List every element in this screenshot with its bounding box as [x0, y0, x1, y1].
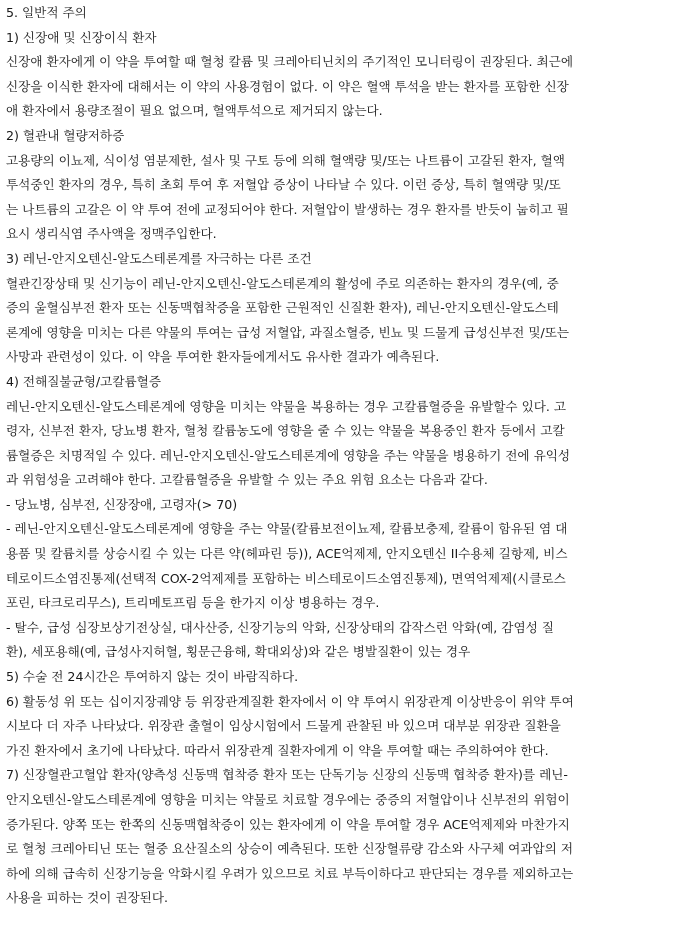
bullet-item: - 레닌-안지오텐신-알도스테론계에 영향을 주는 약물(칼륨보전이뇨제, 칼륨보충제, 칼륨이 함유된 염 대	[6, 521, 568, 537]
body-text-line: 증가된다. 양쪽 또는 한쪽의 신동맥협착증이 있는 환자에게 이 약을 투여할 경우 ACE억제제와 마찬가지	[6, 816, 570, 832]
body-text-line: 령자, 신부전 환자, 당뇨병 환자, 혈청 칼륨농도에 영향을 줄 수 있는 약물을 복용중인 환자 등에서 고칼	[6, 423, 565, 439]
subsection-heading: 5) 수술 전 24시간은 투여하지 않는 것이 바람직하다.	[6, 669, 299, 685]
body-text-line: 신장을 이식한 환자에 대해서는 이 약의 사용경험이 없다. 이 약은 혈액 투석을 받는 환자를 포함한 신장	[6, 78, 569, 94]
subsection-heading: 1) 신장애 및 신장이식 환자	[6, 29, 157, 45]
subsection-heading: 4) 전해질불균형/고칼륨혈증	[6, 373, 161, 389]
body-text-line: 혈관긴장상태 및 신기능이 레닌-안지오텐신-알도스테론계의 활성에 주로 의존하는 환자의 경우(예, 중	[6, 275, 559, 291]
body-text-line: 애 환자에서 용량조절이 필요 없으며, 혈액투석으로 제거되지 않는다.	[6, 103, 383, 119]
body-text-line: 시보다 더 자주 나타났다. 위장관 출혈이 임상시험에서 드물게 관찰된 바 있으며 대부분 위장관 질환을	[6, 718, 561, 734]
body-text-line: 테로이드소염진통제(선택적 COX-2억제제를 포함하는 비스테로이드소염진통제), 면역억제제(시클로스	[6, 570, 566, 586]
subsection-heading: 3) 레닌-안지오텐신-알도스테론계를 자극하는 다른 조건	[6, 250, 312, 266]
subsection-heading: 2) 혈관내 혈량저하증	[6, 127, 125, 143]
body-text-line: 는 나트륨의 고갈은 이 약 투여 전에 교정되어야 한다. 저혈압이 발생하는 경우 환자를 반듯이 눕히고 필	[6, 201, 569, 217]
body-text-line: 증의 울혈심부전 환자 또는 신동맥협착증을 포함한 근원적인 신질환 환자), 레닌-안지오텐신-알도스테	[6, 300, 559, 316]
body-text-line: 7) 신장혈관고혈압 환자(양측성 신동맥 협착증 환자 또는 단독기능 신장의 신동맥 협착증 환자)를 레닌-	[6, 767, 568, 783]
body-text-line: 사용을 피하는 것이 권장된다.	[6, 890, 168, 906]
section-heading: 5. 일반적 주의	[6, 5, 87, 20]
body-text-line: 과 위험성을 고려해야 한다. 고칼륨혈증을 유발할 수 있는 주요 위험 요소는 다음과 같다.	[6, 472, 488, 488]
body-text-line: 론계에 영향을 미치는 다른 약물의 투여는 급성 저혈압, 과질소혈증, 빈뇨 및 드물게 급성신부전 및/또는	[6, 324, 570, 340]
bullet-item: - 탈수, 급성 심장보상기전상실, 대사산증, 신장기능의 악화, 신장상태의 갑작스런 악화(예, 감염성 질	[6, 619, 554, 635]
body-text-line: 레닌-안지오텐신-알도스테론계에 영향을 미치는 약물을 복용하는 경우 고칼륨혈증을 유발할수 있다. 고	[6, 398, 567, 414]
body-text-line: 용품 및 칼륨치를 상승시킬 수 있는 다른 약(헤파린 등)), ACE억제제, 안지오텐신 II수용체 길항제, 비스	[6, 546, 568, 562]
body-text-line: 환), 세포용해(예, 급성사지허혈, 횡문근융해, 확대외상)와 같은 병발질환이 있는 경우	[6, 644, 471, 660]
body-text-line: 가진 환자에서 초기에 나타났다. 따라서 위장관계 질환자에게 이 약을 투여할 때는 주의하여야 한다.	[6, 742, 549, 758]
body-text-line: 사망과 관련성이 있다. 이 약을 투여한 환자들에게서도 유사한 결과가 예측된다.	[6, 349, 440, 365]
body-text-line: 6) 활동성 위 또는 십이지장궤양 등 위장관계질환 환자에서 이 약 투여시 위장관계 이상반응이 위약 투여	[6, 693, 574, 709]
body-text-line: 투석중인 환자의 경우, 특히 초회 투여 후 저혈압 증상이 나타날 수 있다. 이런 증상, 특히 혈액량 및/또	[6, 177, 561, 193]
body-text-line: 하에 의해 급속히 신장기능을 악화시킬 우려가 있으므로 치료 부득이하다고 판단되는 경우를 제외하고는	[6, 865, 574, 881]
body-text-line: 안지오텐신-알도스테론계에 영향을 미치는 약물로 치료할 경우에는 중증의 저혈압이나 신부전의 위험이	[6, 792, 570, 807]
body-text-line: 로 혈청 크레아티닌 또는 혈중 요산질소의 상승이 예측된다. 또한 신장혈류량 감소와 사구체 여과압의 저	[6, 841, 573, 857]
body-text-line: 포린, 타크로리무스), 트리메토프림 등을 한가지 이상 병용하는 경우.	[6, 595, 380, 611]
body-text-line: 륨혈증은 치명적일 수 있다. 레닌-안지오텐신-알도스테론계에 영향을 주는 약물을 병용하기 전에 유익성	[6, 447, 571, 463]
body-text-line: 고용량의 이뇨제, 식이성 염분제한, 설사 및 구토 등에 의해 혈액량 및/또는 나트륨이 고갈된 환자, 혈액	[6, 152, 565, 168]
body-text-line: 요시 생리식염 주사액을 정맥주입한다.	[6, 226, 217, 242]
body-text-line: 신장애 환자에게 이 약을 투여할 때 혈청 칼륨 및 크레아티닌치의 주기적인 모니터링이 권장된다. 최근에	[6, 54, 573, 70]
bullet-item: - 당뇨병, 심부전, 신장장애, 고령자(> 70)	[6, 496, 238, 512]
